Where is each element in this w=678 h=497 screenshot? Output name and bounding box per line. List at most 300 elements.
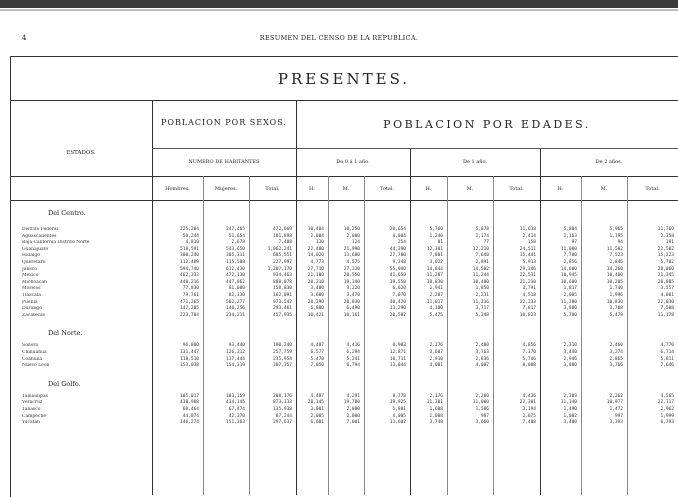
table-cell: 97 — [571, 240, 577, 246]
table-cell: 10,830 — [426, 279, 443, 285]
table-cell: 11,178 — [657, 312, 674, 318]
column-header: Total. — [645, 186, 660, 192]
table-cell: 300,240 — [180, 253, 199, 259]
table-cell: 5,470 — [310, 356, 324, 362]
table-cell: 135,938 — [273, 407, 292, 412]
row-state-name: Nuevo León — [22, 363, 50, 369]
column-header: M. — [466, 186, 474, 192]
table-cell: 7,700 — [563, 253, 577, 259]
table-cell: 10,421 — [307, 312, 324, 318]
table-cell: 3,607 — [429, 350, 443, 355]
table-cell: 1,195 — [609, 233, 623, 239]
table-cell: 10,711 — [389, 356, 406, 362]
table-cell: 5,478 — [609, 312, 623, 318]
row-state-name: Durango — [22, 306, 42, 312]
col-divider — [249, 176, 250, 495]
table-cell: 2,460 — [609, 343, 623, 349]
table-cell: 4,518 — [522, 293, 536, 298]
table-cell: 293,461 — [273, 306, 292, 312]
table-cell: 225,204 — [180, 227, 199, 232]
table-cell: 5,702 — [660, 260, 674, 265]
header-numero: NUMERO DE HABITANTES — [188, 159, 260, 165]
table-cell: 79,761 — [182, 293, 199, 298]
table-cell: 151,363 — [226, 420, 245, 426]
table-cell: 7,508 — [660, 306, 674, 312]
table-cell: 4,575 — [346, 260, 360, 265]
table-cell: 146,274 — [180, 420, 199, 426]
table-cell: 10,205 — [606, 279, 623, 285]
table-cell: 2,880 — [346, 407, 360, 412]
table-cell: 5,760 — [429, 227, 443, 232]
table-cell: 24,511 — [519, 246, 536, 252]
table-cell: 82,330 — [228, 293, 245, 298]
table-cell: 457,935 — [273, 312, 292, 318]
table-cell: 987 — [480, 413, 489, 419]
table-cell: 5,746 — [522, 356, 536, 362]
table-cell: 105,017 — [180, 393, 199, 399]
row-state-name: México — [22, 273, 39, 279]
table-cell: 10,161 — [343, 312, 360, 318]
table-cell: 1,586 — [475, 407, 489, 412]
table-cell: 2,176 — [429, 393, 443, 399]
table-cell: 5,965 — [609, 227, 623, 232]
table-cell: 1,608 — [429, 407, 443, 412]
table-cell: 4,487 — [310, 393, 324, 399]
table-cell: 103,159 — [226, 393, 245, 399]
table-cell: 1,163 — [563, 233, 577, 239]
table-cell: 7,070 — [392, 293, 406, 298]
table-cell: 227,997 — [273, 260, 292, 265]
row-state-name: Michoacan — [22, 279, 47, 285]
table-cell: 223,704 — [180, 312, 199, 318]
table-cell: 3,400 — [310, 286, 324, 292]
table-cell: 21,100 — [307, 273, 324, 279]
table-cell: 14,020 — [307, 253, 324, 259]
table-cell: 22,400 — [307, 246, 324, 252]
table-cell: 14,502 — [472, 266, 489, 272]
row-state-name: Guanajuato — [22, 246, 49, 252]
table-cell: 27,330 — [343, 266, 360, 272]
table-cell: 11,140 — [560, 400, 577, 406]
table-cell: 472,130 — [226, 273, 245, 279]
section-heading: Del Norte. — [48, 329, 83, 338]
table-cell: 7,408 — [522, 420, 536, 426]
table-cell: 77,830 — [182, 286, 199, 292]
table-cell: 2,262 — [609, 393, 623, 399]
table-cell: 42,370 — [228, 413, 245, 419]
header-age2: De 1 año. — [462, 159, 488, 165]
table-cell: 7,817 — [522, 306, 536, 312]
table-cell: 7,050 — [310, 363, 324, 369]
col-divider — [627, 176, 628, 495]
table-cell: 2,414 — [522, 233, 536, 239]
row-state-name: Puebla — [22, 299, 38, 305]
table-cell: 190,240 — [273, 343, 292, 349]
table-cell: 2,856 — [563, 260, 577, 265]
table-cell: 3,001 — [310, 407, 324, 412]
table-cell: 1,850 — [475, 286, 489, 292]
table-cell: 4,770 — [660, 343, 674, 349]
table-cell: 22,531 — [519, 273, 536, 279]
table-cell: 10,945 — [560, 273, 577, 279]
table-cell: 4,810 — [185, 240, 199, 246]
table-cell: 11,216 — [472, 299, 489, 305]
table-cell: 191 — [665, 240, 674, 246]
table-cell: 112,489 — [180, 260, 199, 265]
table-cell: 126,312 — [226, 350, 245, 355]
table-cell: 101,898 — [273, 233, 292, 239]
table-cell: 9,348 — [392, 260, 406, 265]
table-cell: 2,836 — [475, 356, 489, 362]
table-cell: 19,340 — [343, 279, 360, 285]
rule-under-header — [10, 176, 678, 177]
column-header: Total. — [265, 186, 280, 192]
table-cell: 2,303 — [563, 393, 577, 399]
table-cell: 307,357 — [273, 363, 292, 369]
table-cell: 2,910 — [429, 356, 443, 362]
table-cell: 96,800 — [182, 343, 199, 349]
table-cell: 2,000 — [346, 233, 360, 239]
table-cell: 7,646 — [660, 363, 674, 369]
table-cell: 147,205 — [180, 306, 199, 312]
table-cell: 434,145 — [226, 400, 245, 406]
row-state-name: Distrito Federal — [22, 227, 59, 232]
table-cell: 3,400 — [563, 420, 577, 426]
table-cell: 115,508 — [226, 260, 245, 265]
table-cell: 472,669 — [273, 227, 292, 232]
table-cell: 997 — [614, 413, 623, 419]
table-cell: 19,780 — [343, 400, 360, 406]
table-cell: 11,200 — [560, 299, 577, 305]
table-cell: 6,793 — [660, 420, 674, 426]
table-cell: 124 — [351, 240, 360, 246]
header-edades: POBLACION POR EDADES. — [383, 118, 591, 131]
table-cell: 2,846 — [609, 260, 623, 265]
col-divider — [447, 176, 448, 495]
table-cell: 1,996 — [609, 293, 623, 298]
header-sexo: POBLACION POR SEXOS. — [161, 118, 287, 127]
column-header: H. — [425, 186, 432, 192]
table-title: PRESENTES. — [277, 70, 411, 88]
row-state-name: Sonora — [22, 343, 39, 349]
table-cell: 29,346 — [519, 266, 536, 272]
table-cell: 6,490 — [346, 306, 360, 312]
table-cell: 4,004 — [392, 233, 406, 239]
table-cell: 2,358 — [660, 233, 674, 239]
table-cell: 5,881 — [392, 407, 406, 412]
table-cell: 10,404 — [307, 227, 324, 232]
header-age3: De 2 años. — [595, 159, 623, 165]
table-cell: 3,708 — [609, 306, 623, 312]
table-cell: 50,244 — [182, 233, 199, 239]
table-cell: 22,117 — [657, 400, 674, 406]
table-cell: 20,390 — [307, 299, 324, 305]
col-divider — [203, 176, 204, 495]
table-cell: 44,874 — [182, 413, 199, 419]
table-cell: 7,488 — [278, 240, 292, 246]
table-cell: 44,390 — [389, 246, 406, 252]
table-cell: 118,510 — [180, 356, 199, 362]
table-cell: 14,844 — [426, 266, 443, 272]
table-cell: 7,801 — [429, 253, 443, 259]
table-cell: 11,017 — [426, 299, 443, 305]
table-cell: 27,710 — [307, 266, 324, 272]
table-cell: 1,472 — [609, 407, 623, 412]
table-cell: 39,925 — [389, 400, 406, 406]
table-cell: 6,577 — [310, 350, 324, 355]
table-cell: 87,244 — [275, 413, 292, 419]
table-cell: 2,005 — [563, 293, 577, 298]
table-cell: 7,370 — [522, 350, 536, 355]
table-cell: 162,091 — [273, 293, 292, 298]
table-cell: 254 — [397, 240, 406, 246]
table-cell: 117,444 — [226, 356, 245, 362]
column-header: M. — [342, 186, 350, 192]
table-cell: 10,977 — [606, 400, 623, 406]
table-cell: 208,176 — [273, 393, 292, 399]
table-cell: 94 — [617, 240, 623, 246]
rule-under-title — [10, 100, 678, 101]
table-cell: 1,207,170 — [267, 266, 292, 272]
table-cell: 1,088 — [429, 413, 443, 419]
table-cell: 1,740 — [609, 286, 623, 292]
table-cell: 11,638 — [519, 227, 536, 232]
table-cell: 438,988 — [180, 400, 199, 406]
row-state-name: Yucatan — [22, 420, 41, 426]
table-cell: 3,194 — [522, 407, 536, 412]
table-cell: 5,241 — [346, 356, 360, 362]
table-cell: 11,301 — [426, 400, 443, 406]
row-state-name: Coahuila — [22, 356, 43, 362]
row-state-name: Querétaro — [22, 260, 46, 265]
table-cell: 934,463 — [273, 273, 292, 279]
subgroup-rule — [152, 148, 678, 149]
table-cell: 8,903 — [392, 343, 406, 349]
table-cell: 81,000 — [228, 286, 245, 292]
table-cell: 873,133 — [273, 400, 292, 406]
table-cell: 6,794 — [346, 363, 360, 369]
table-cell: 4,001 — [660, 293, 674, 298]
table-cell: 12,871 — [389, 350, 406, 355]
table-cell: 4,291 — [346, 393, 360, 399]
table-cell: 27,700 — [389, 253, 406, 259]
table-cell: 4,436 — [522, 393, 536, 399]
table-cell: 3,022 — [429, 260, 443, 265]
table-cell: 20,030 — [343, 299, 360, 305]
table-cell: 1,817 — [563, 286, 577, 292]
table-cell: 21,345 — [657, 273, 674, 279]
table-cell: 22,233 — [519, 299, 536, 305]
header-estados: ESTADOS. — [66, 150, 96, 156]
table-cell: 2,310 — [563, 343, 577, 349]
table-cell: 2,005 — [310, 413, 324, 419]
table-cell: 4,100 — [429, 306, 443, 312]
column-header: Hombres. — [165, 186, 190, 192]
table-cell: 153,038 — [180, 363, 199, 369]
table-cell: 15,223 — [657, 253, 674, 259]
table-cell: 13,290 — [389, 306, 406, 312]
table-cell: 10,400 — [472, 279, 489, 285]
table-cell: 6,601 — [310, 420, 324, 426]
table-cell: 4,005 — [392, 413, 406, 419]
table-cell: 8,088 — [522, 363, 536, 369]
row-state-name: Tabasco — [22, 407, 41, 412]
table-cell: 7,640 — [475, 253, 489, 259]
table-cell: 1,240 — [429, 233, 443, 239]
table-cell: 13,680 — [343, 253, 360, 259]
table-cell: 2,260 — [475, 393, 489, 399]
table-cell: 6,620 — [392, 286, 406, 292]
table-cell: 13,844 — [389, 363, 406, 369]
table-cell: 3,274 — [609, 350, 623, 355]
table-cell: 130 — [315, 240, 324, 246]
table-cell: 4,487 — [310, 343, 324, 349]
table-cell: 11,287 — [426, 273, 443, 279]
table-cell: 3,220 — [346, 286, 360, 292]
table-cell: 2,075 — [522, 413, 536, 419]
table-cell: 462,333 — [180, 273, 199, 279]
row-state-name: Morelos — [22, 286, 41, 292]
table-cell: 10,830 — [606, 299, 623, 305]
col-divider — [493, 176, 494, 495]
table-cell: 131,447 — [180, 350, 199, 355]
table-cell: 158,830 — [273, 286, 292, 292]
table-cell: 1,941 — [429, 286, 443, 292]
row-state-name: Zacatecas — [22, 312, 45, 318]
table-cell: 20,654 — [389, 227, 406, 232]
table-cell: 3,660 — [475, 420, 489, 426]
table-cell: 2,376 — [429, 343, 443, 349]
table-cell: 13,602 — [389, 420, 406, 426]
table-cell: 257,759 — [273, 350, 292, 355]
table-cell: 3,600 — [310, 293, 324, 298]
table-cell: 11,000 — [560, 246, 577, 252]
table-cell: 6,294 — [346, 350, 360, 355]
table-cell: 2,480 — [475, 343, 489, 349]
table-cell: 20,582 — [389, 312, 406, 318]
table-cell: 3,766 — [609, 363, 623, 369]
row-state-name: Hidalgo — [22, 253, 40, 259]
table-cell: 93,440 — [228, 343, 245, 349]
table-cell: 3,800 — [563, 306, 577, 312]
table-cell: 146,256 — [226, 306, 245, 312]
table-cell: 40,420 — [389, 299, 406, 305]
table-cell: 12,210 — [472, 246, 489, 252]
divider-age1 — [410, 148, 411, 495]
table-cell: 1,490 — [563, 407, 577, 412]
header-age1: De 0 á 1 año. — [336, 159, 370, 165]
column-header: Mujeres. — [214, 186, 238, 192]
table-cell: 12,301 — [426, 246, 443, 252]
column-header: Total. — [509, 186, 524, 192]
col-divider — [328, 176, 329, 495]
top-border-rule — [0, 0, 678, 8]
table-cell: 471,265 — [180, 299, 199, 305]
table-cell: 11,244 — [472, 273, 489, 279]
running-head: RESUMEN DEL CENSO DE LA REPUBLICA. — [259, 34, 419, 42]
col-divider — [364, 176, 365, 495]
table-cell: 5,348 — [475, 312, 489, 318]
column-header: H. — [309, 186, 315, 192]
table-cell: 5,475 — [429, 312, 443, 318]
table-cell: 81 — [437, 240, 443, 246]
table-cell: 594,740 — [180, 266, 199, 272]
table-cell: 440,216 — [180, 279, 199, 285]
table-cell: 247,465 — [226, 227, 245, 232]
table-cell: 22,030 — [657, 299, 674, 305]
table-cell: 305,311 — [226, 253, 245, 259]
page-number: 4 — [22, 34, 27, 42]
section-heading: Del Centro. — [48, 209, 86, 217]
table-cell: 5,804 — [563, 227, 577, 232]
table-cell: 1,002 — [563, 413, 577, 419]
table-cell: 20,805 — [657, 279, 674, 285]
table-cell: 21,230 — [519, 279, 536, 285]
table-cell: 612,430 — [226, 266, 245, 272]
table-cell: 3,470 — [346, 293, 360, 298]
table-cell: 4,565 — [660, 393, 674, 399]
table-cell: 7,523 — [609, 253, 623, 259]
row-state-name: Campeche — [22, 413, 47, 419]
table-cell: 4,416 — [346, 343, 360, 349]
table-cell: 10,250 — [343, 227, 360, 232]
top-border-rule-thin — [0, 9, 678, 11]
table-cell: 10,400 — [606, 273, 623, 279]
table-cell: 11,769 — [657, 227, 674, 232]
table-cell: 14,260 — [606, 266, 623, 272]
table-cell: 158 — [527, 240, 536, 246]
table-cell: 3,791 — [522, 286, 536, 292]
column-header: M. — [600, 186, 608, 192]
table-cell: 51,654 — [228, 233, 245, 239]
table-cell: 15,441 — [519, 253, 536, 259]
table-cell: 3,763 — [475, 350, 489, 355]
table-cell: 2,287 — [429, 293, 443, 298]
table-cell: 973,542 — [273, 299, 292, 305]
table-cell: 518,591 — [180, 246, 199, 252]
table-cell: 2,231 — [475, 293, 489, 298]
table-cell: 605,551 — [273, 253, 292, 259]
row-state-name: Tamaulipas — [22, 393, 48, 399]
table-cell: 3,748 — [429, 420, 443, 426]
table-cell: 1,174 — [475, 233, 489, 239]
table-cell: 20,550 — [343, 273, 360, 279]
table-cell: 41,650 — [389, 273, 406, 279]
table-cell: 2,004 — [310, 233, 324, 239]
table-cell: 2,678 — [231, 240, 245, 246]
table-cell: 67,474 — [228, 407, 245, 412]
divider-age2 — [540, 148, 541, 495]
table-cell: 22,301 — [519, 400, 536, 406]
row-state-name: Aguascalientes — [22, 233, 57, 239]
table-cell: 5,700 — [563, 312, 577, 318]
table-cell: 502,277 — [226, 299, 245, 305]
table-cell: 2,000 — [346, 413, 360, 419]
table-cell: 2,891 — [475, 260, 489, 265]
table-cell: 7,001 — [346, 420, 360, 426]
table-cell: 297,637 — [273, 420, 292, 426]
table-cell: 447,862 — [226, 279, 245, 285]
table-cell: 10,823 — [519, 312, 536, 318]
row-state-name: Veracruz — [22, 400, 43, 406]
table-cell: 3,717 — [475, 306, 489, 312]
table-cell: 3,440 — [563, 350, 577, 355]
table-cell: 11,000 — [472, 400, 489, 406]
table-cell: 14,600 — [560, 266, 577, 272]
section-heading: Del Golfo. — [48, 379, 81, 388]
table-cell: 2,962 — [660, 407, 674, 412]
col-divider — [581, 176, 582, 495]
